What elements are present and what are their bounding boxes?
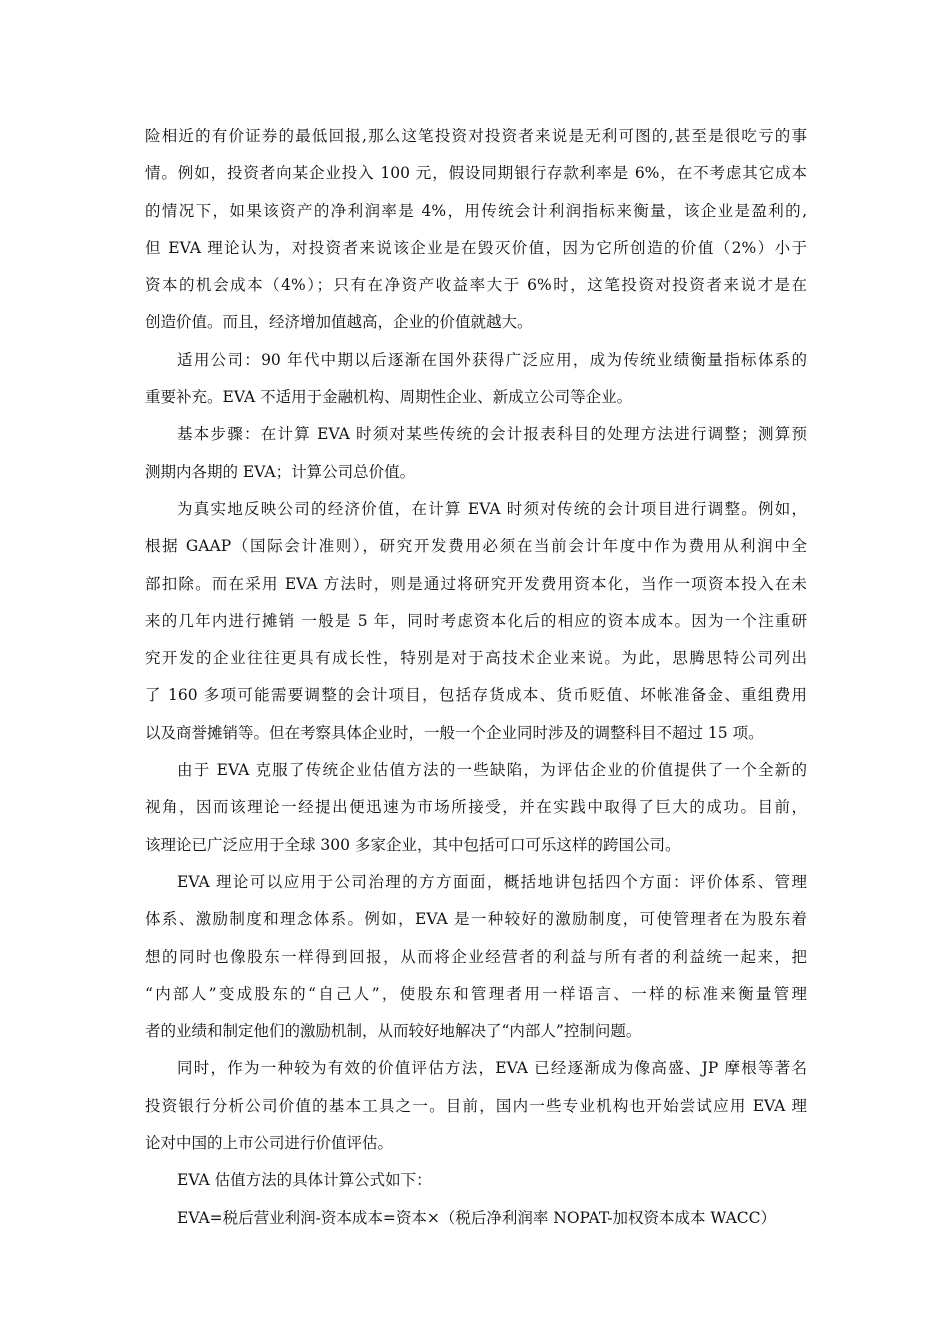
text-line: 部扣除。而在采用 EVA 方法时，则是通过将研究开发费用资本化，当作一项资本投入在未 <box>145 574 807 593</box>
text-line: 由于 EVA 克服了传统企业估值方法的一些缺陷，为评估企业的价值提供了一个全新的 <box>177 761 807 780</box>
text-line: 体系、激励制度和理念体系。例如，EVA 是一种较好的激励制度，可使管理者在为股东着 <box>145 910 807 929</box>
text-line: 为真实地反映公司的经济价值，在计算 EVA 时须对传统的会计项目进行调整。例如， <box>177 499 807 518</box>
text-line: 者的业绩和制定他们的激励机制，从而较好地解决了“内部人”控制问题。 <box>145 1022 642 1041</box>
paragraph <box>145 491 807 752</box>
paragraph <box>145 752 807 864</box>
text-line: 以及商誉摊销等。但在考察具体企业时，一般一个企业同时涉及的调整科目不超过 15 项。 <box>145 723 764 742</box>
paragraph <box>145 864 807 1050</box>
paragraph <box>145 118 807 342</box>
text-line: EVA 估值方法的具体计算公式如下： <box>177 1171 432 1190</box>
text-line: 了 160 多项可能需要调整的会计项目，包括存货成本、货币贬值、坏帐准备金、重组费用 <box>145 686 807 705</box>
text-line: 论对中国的上市公司进行价值评估。 <box>145 1134 394 1153</box>
text-line: 重要补充。EVA 不适用于金融机构、周期性企业、新成立公司等企业。 <box>145 388 633 407</box>
text-line: 创造价值。而且，经济增加值越高，企业的价值就越大。 <box>145 313 533 332</box>
text-line: 想的同时也像股东一样得到回报，从而将企业经营者的利益与所有者的利益统一起来，把 <box>145 947 807 966</box>
text-line: EVA=税后营业利润-资本成本=资本×（税后净利润率 NOPAT-加权资本成本 WACC） <box>177 1208 776 1227</box>
text-line: “内部人”变成股东的“自己人”，使股东和管理者用一样语言、一样的标准来衡量管理 <box>145 984 807 1003</box>
text-line: 基本步骤：在计算 EVA 时须对某些传统的会计报表科目的处理方法进行调整；测算预 <box>177 425 807 444</box>
text-line: 测期内各期的 EVA；计算公司总价值。 <box>145 462 416 481</box>
text-line: 的情况下，如果该资产的净利润率是 4%，用传统会计利润指标来衡量，该企业是盈利的, <box>145 201 807 220</box>
text-line: 情。例如，投资者向某企业投入 100 元，假设同期银行存款利率是 6%，在不考虑其它成本 <box>145 164 807 183</box>
paragraph <box>145 416 807 491</box>
text-line: EVA 理论可以应用于公司治理的方方面面，概括地讲包括四个方面：评价体系、管理 <box>177 872 807 891</box>
paragraph <box>145 342 807 417</box>
text-line: 但 EVA 理论认为，对投资者来说该企业是在毁灭价值，因为它所创造的价值（2%）小于 <box>145 238 807 257</box>
text-line: 资本的机会成本（4%）；只有在净资产收益率大于 6%时，这笔投资对投资者来说才是在 <box>145 276 807 295</box>
paragraph <box>145 1200 807 1237</box>
paragraph <box>145 1050 807 1162</box>
text-line: 视角，因而该理论一经提出便迅速为市场所接受，并在实践中取得了巨大的成功。目前， <box>145 798 807 817</box>
text-line: 根据 GAAP（国际会计准则），研究开发费用必须在当前会计年度中作为费用从利润中全 <box>145 537 807 556</box>
text-line: 险相近的有价证券的最低回报,那么这笔投资对投资者来说是无利可图的,甚至是很吃亏的事 <box>145 127 807 145</box>
text-line: 究开发的企业往往更具有成长性，特别是对于高技术企业来说。为此，思腾思特公司列出 <box>145 649 807 668</box>
text-line: 投资银行分析公司价值的基本工具之一。目前，国内一些专业机构也开始尝试应用 EVA 理 <box>145 1096 807 1115</box>
text-line: 适用公司：90 年代中期以后逐渐在国外获得广泛应用，成为传统业绩衡量指标体系的 <box>177 350 807 369</box>
text-line: 该理论已广泛应用于全球 300 多家企业，其中包括可口可乐这样的跨国公司。 <box>145 835 681 854</box>
document-body <box>145 118 807 1237</box>
text-line: 同时，作为一种较为有效的价值评估方法，EVA 已经逐渐成为像高盛、JP 摩根等著名 <box>177 1059 807 1078</box>
text-line: 来的几年内进行摊销 一般是 5 年，同时考虑资本化后的相应的资本成本。因为一个注重研 <box>145 611 807 630</box>
paragraph <box>145 1162 807 1199</box>
